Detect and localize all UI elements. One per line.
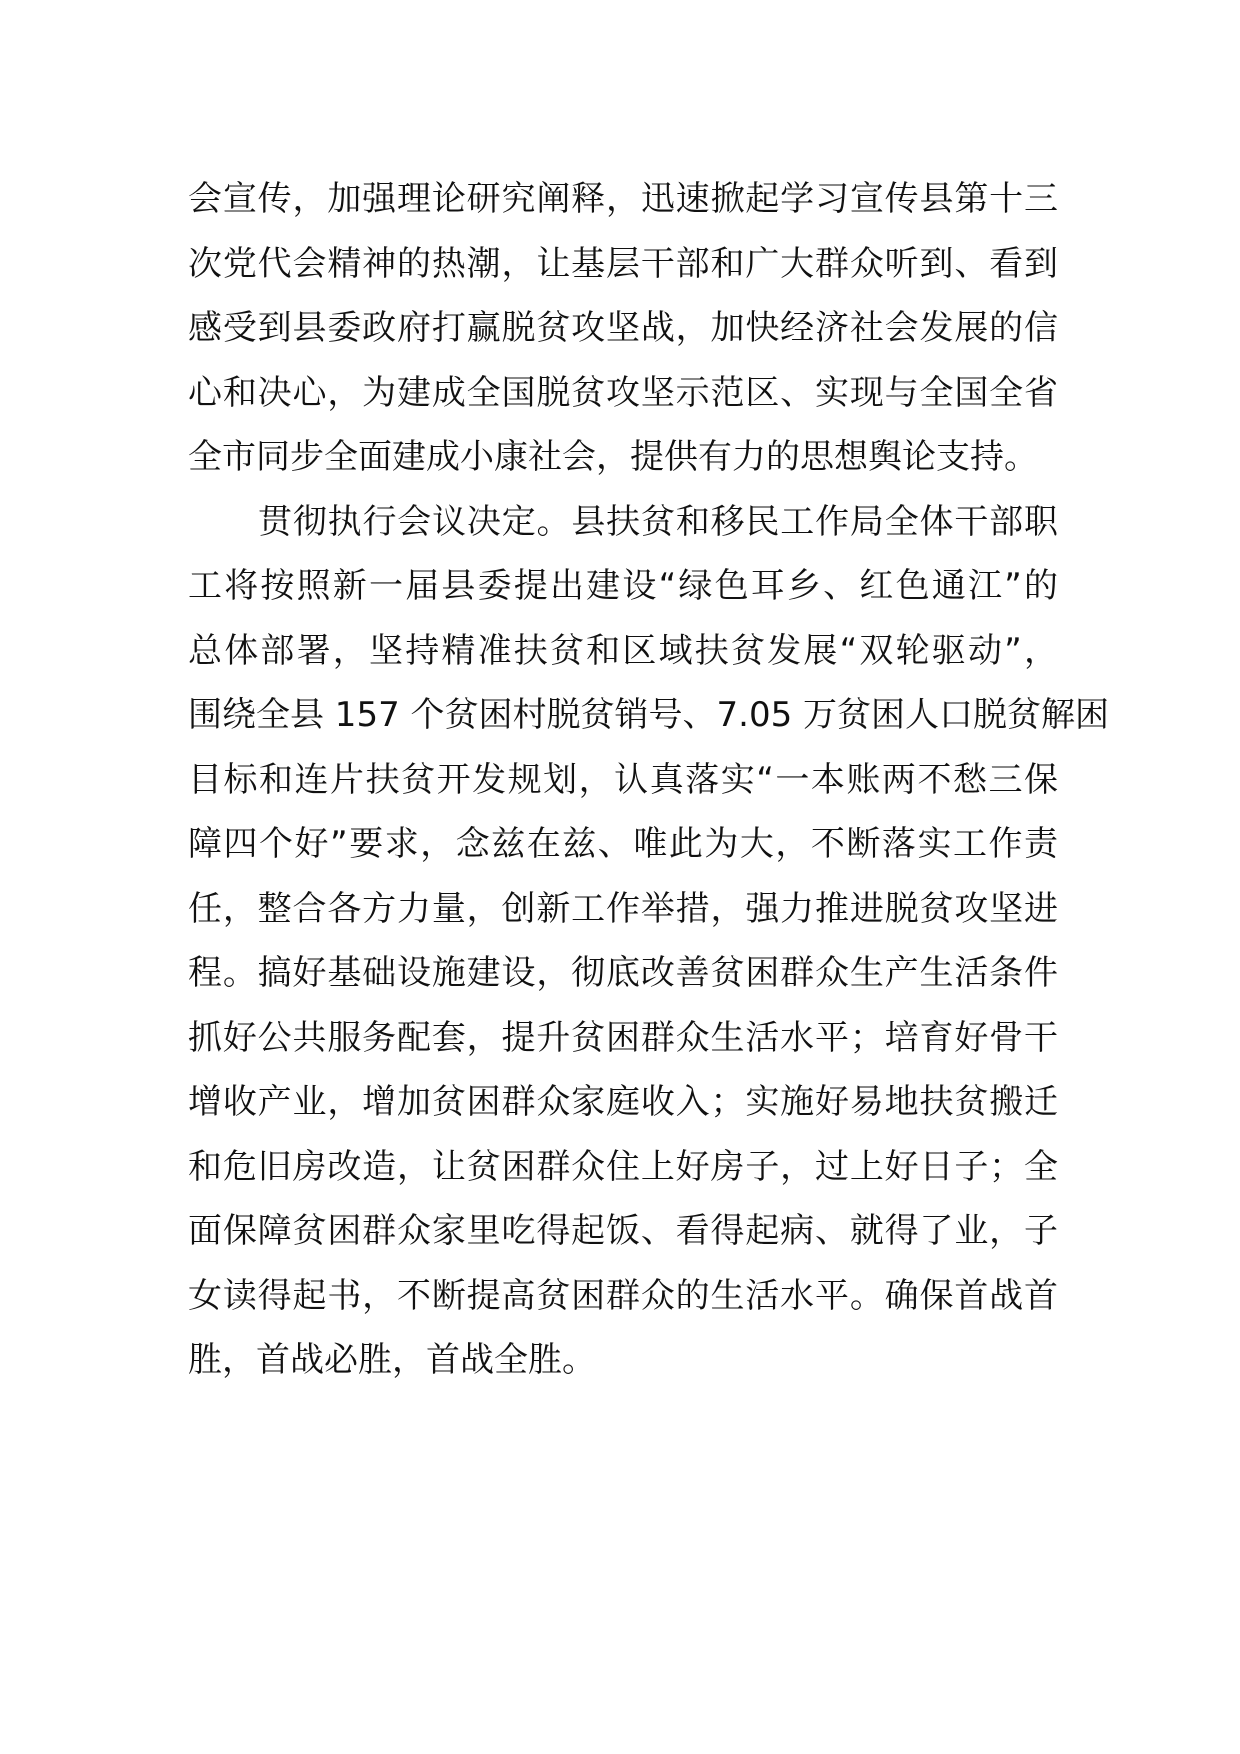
- text-line: 女读得起书，不断提高贫困群众的生活水平。确保首战首: [188, 1275, 1058, 1316]
- text-line: 会宣传，加强理论研究阐释，迅速掀起学习宣传县第十三: [188, 179, 1058, 219]
- text-line: 面保障贫困群众家里吃得起饭、看得起病、就得了业，子: [188, 1211, 1058, 1251]
- text-line: 工将按照新一届县委提出建设“绿色耳乡、红色通江”的: [188, 566, 1058, 606]
- text-line: 贯彻执行会议决定。县扶贫和移民工作局全体干部职: [258, 501, 1058, 542]
- text-line: 总体部署，坚持精准扶贫和区域扶贫发展“双轮驱动”，: [188, 630, 1058, 671]
- text-line: 全市同步全面建成小康社会，提供有力的思想舆论支持。: [188, 437, 1038, 477]
- text-line: 抓好公共服务配套，提升贫困群众生活水平；培育好骨干: [188, 1017, 1058, 1058]
- text-line: 围绕全县 157 个贫困村脱贫销号、7.05 万贫困人口脱贫解困: [188, 695, 1110, 735]
- body-text: [188, 167, 1110, 1393]
- text-line: 心和决心，为建成全国脱贫攻坚示范区、实现与全国全省: [188, 372, 1058, 413]
- text-line: 程。搞好基础设施建设，彻底改善贫困群众生产生活条件: [188, 953, 1058, 993]
- text-line: 胜，首战必胜，首战全胜。: [188, 1340, 596, 1380]
- text-line: 感受到县委政府打赢脱贫攻坚战，加快经济社会发展的信: [188, 308, 1058, 348]
- text-line: 目标和连片扶贫开发规划，认真落实“一本账两不愁三保: [188, 759, 1058, 800]
- text-line: 和危旧房改造，让贫困群众住上好房子，过上好日子；全: [188, 1146, 1058, 1187]
- text-line: 任，整合各方力量，创新工作举措，强力推进脱贫攻坚进: [188, 888, 1058, 929]
- text-line: 障四个好”要求，念兹在兹、唯此为大，不断落实工作责: [188, 824, 1058, 864]
- text-line: 增收产业，增加贫困群众家庭收入；实施好易地扶贫搬迁: [188, 1082, 1058, 1122]
- text-line: 次党代会精神的热潮，让基层干部和广大群众听到、看到: [188, 243, 1058, 284]
